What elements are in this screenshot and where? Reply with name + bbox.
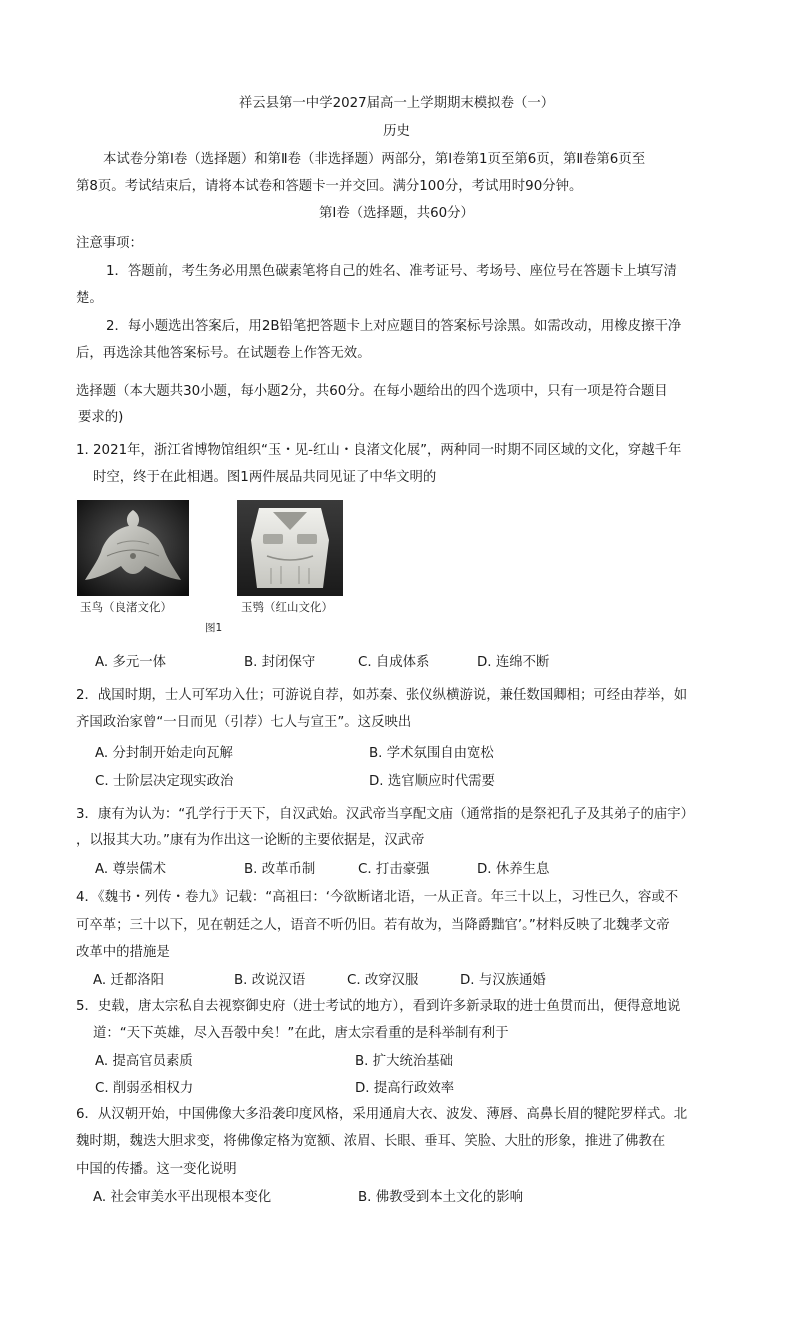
notes-heading: 注意事项： <box>76 236 143 251</box>
q1-option-d[interactable]: D. 连绵不断 <box>477 655 550 670</box>
q5-stem-line-2: 道：“天下英雄，尽入吾彀中矣！”在此，唐太宗看重的是科举制有利于 <box>93 1026 509 1041</box>
q5-option-d[interactable]: D. 提高行政效率 <box>355 1081 455 1096</box>
q3-option-d[interactable]: D. 休养生息 <box>477 862 550 877</box>
note-2-line-1: 2．每小题选出答案后，用2B铅笔把答题卡上对应题目的答案标号涂黑。如需改动，用橡皮擦干净 <box>106 319 682 334</box>
exam-title: 祥云县第一中学2027届高一上学期期末模拟卷（一） <box>238 96 555 111</box>
q3-option-a[interactable]: A. 尊崇儒术 <box>95 862 166 877</box>
jade-owl-image <box>237 500 343 596</box>
q2-stem-line-1: 2．战国时期，士人可军功入仕；可游说自荐，如苏秦、张仪纵横游说，兼任数国卿相；可经由荐举，如 <box>76 688 688 703</box>
figure-caption-left: 玉鸟（良渚文化） <box>80 600 172 614</box>
q5-option-b[interactable]: B. 扩大统治基础 <box>355 1054 454 1069</box>
q2-option-d[interactable]: D. 选官顺应时代需要 <box>369 774 495 789</box>
q6-stem-line-2: 魏时期，魏迭大胆求变，将佛像定格为宽额、浓眉、长眼、垂耳、笑脸、大肚的形象，推进了佛教在 <box>76 1134 666 1149</box>
q6-option-a[interactable]: A. 社会审美水平出现根本变化 <box>93 1190 272 1205</box>
q5-option-a[interactable]: A. 提高官员素质 <box>95 1054 193 1069</box>
q2-option-a[interactable]: A. 分封制开始走向瓦解 <box>95 746 233 761</box>
mcq-instruction-line-2: 要求的) <box>78 410 124 425</box>
note-1-line-1: 1．答题前，考生务必用黑色碳素笔将自己的姓名、准考证号、考场号、座位号在答题卡上填写清 <box>106 264 677 279</box>
q3-option-c[interactable]: C. 打击豪强 <box>358 862 430 877</box>
mcq-instruction-line-1: 选择题（本大题共30小题，每小题2分，共60分。在每小题给出的四个选项中，只有一项是符合题目 <box>76 384 668 399</box>
q1-option-a[interactable]: A. 多元一体 <box>95 655 166 670</box>
q1-option-c[interactable]: C. 自成体系 <box>358 655 430 670</box>
q4-stem-line-2: 可卒革；三十以下，见在朝廷之人，语音不听仍旧。若有故为，当降爵黜官’。”材料反映了北魏孝文帝 <box>76 918 670 933</box>
note-1-line-2: 楚。 <box>76 291 103 306</box>
q4-stem-line-3: 改革中的措施是 <box>76 945 170 960</box>
q3-option-b[interactable]: B. 改革币制 <box>244 862 316 877</box>
q4-option-b[interactable]: B. 改说汉语 <box>234 973 306 988</box>
jade-bird-image <box>77 500 189 596</box>
q6-stem-line-1: 6．从汉朝开始，中国佛像大多沿袭印度风格，采用通肩大衣、波发、薄唇、高鼻长眉的犍陀罗样式。北 <box>76 1107 688 1122</box>
q4-option-d[interactable]: D. 与汉族通婚 <box>460 973 546 988</box>
q6-option-b[interactable]: B. 佛教受到本土文化的影响 <box>358 1190 523 1205</box>
q6-stem-line-3: 中国的传播。这一变化说明 <box>76 1162 237 1177</box>
intro-line-2: 第8页。考试结束后，请将本试卷和答题卡一并交回。满分100分，考试用时90分钟。 <box>76 179 583 194</box>
q2-stem-line-2: 齐国政治家曾“一日而见（引荐）七人与宣王”。这反映出 <box>76 715 412 730</box>
q5-option-c[interactable]: C. 削弱丞相权力 <box>95 1081 194 1096</box>
q3-stem-line-1: 3．康有为认为：“孔学行于天下，自汉武始。汉武帝当享配文庙（通常指的是祭祀孔子及其弟子的庙宇） <box>76 807 695 822</box>
figure-caption-right: 玉鸮（红山文化） <box>241 600 333 614</box>
q2-option-b[interactable]: B. 学术氛围自由宽松 <box>369 746 494 761</box>
q1-option-b[interactable]: B. 封闭保守 <box>244 655 316 670</box>
q1-stem-line-1: 1. 2021年，浙江省博物馆组织“玉・见-红山・良渚文化展”，两种同一时期不同区域的文化，穿越千年 <box>76 443 682 458</box>
subject-title: 历史 <box>383 124 410 139</box>
note-2-line-2: 后，再选涂其他答案标号。在试题卷上作答无效。 <box>76 346 371 361</box>
q2-option-c[interactable]: C. 士阶层决定现实政治 <box>95 774 234 789</box>
q5-stem-line-1: 5．史载，唐太宗私自去视察御史府（进士考试的地方），看到许多新录取的进士鱼贯而出，便得意地说 <box>76 999 681 1014</box>
q4-option-c[interactable]: C. 改穿汉服 <box>347 973 419 988</box>
q3-stem-line-2: ，以报其大功。”康有为作出这一论断的主要依据是，汉武帝 <box>76 833 425 848</box>
q4-option-a[interactable]: A. 迁都洛阳 <box>93 973 164 988</box>
q4-stem-line-1: 4．《魏书・列传・卷九》记载：“高祖曰：‘今欲断诸北语，一从正音。年三十以上，习性已久，容或不 <box>76 890 679 905</box>
q1-stem-line-2: 时空，终于在此相遇。图1两件展品共同见证了中华文明的 <box>93 470 437 485</box>
intro-line-1: 本试卷分第Ⅰ卷（选择题）和第Ⅱ卷（非选择题）两部分，第Ⅰ卷第1页至第6页，第Ⅱ卷第6页至 <box>103 152 646 167</box>
section-heading: 第Ⅰ卷（选择题，共60分） <box>319 206 474 221</box>
figure-label: 图1 <box>205 622 223 634</box>
